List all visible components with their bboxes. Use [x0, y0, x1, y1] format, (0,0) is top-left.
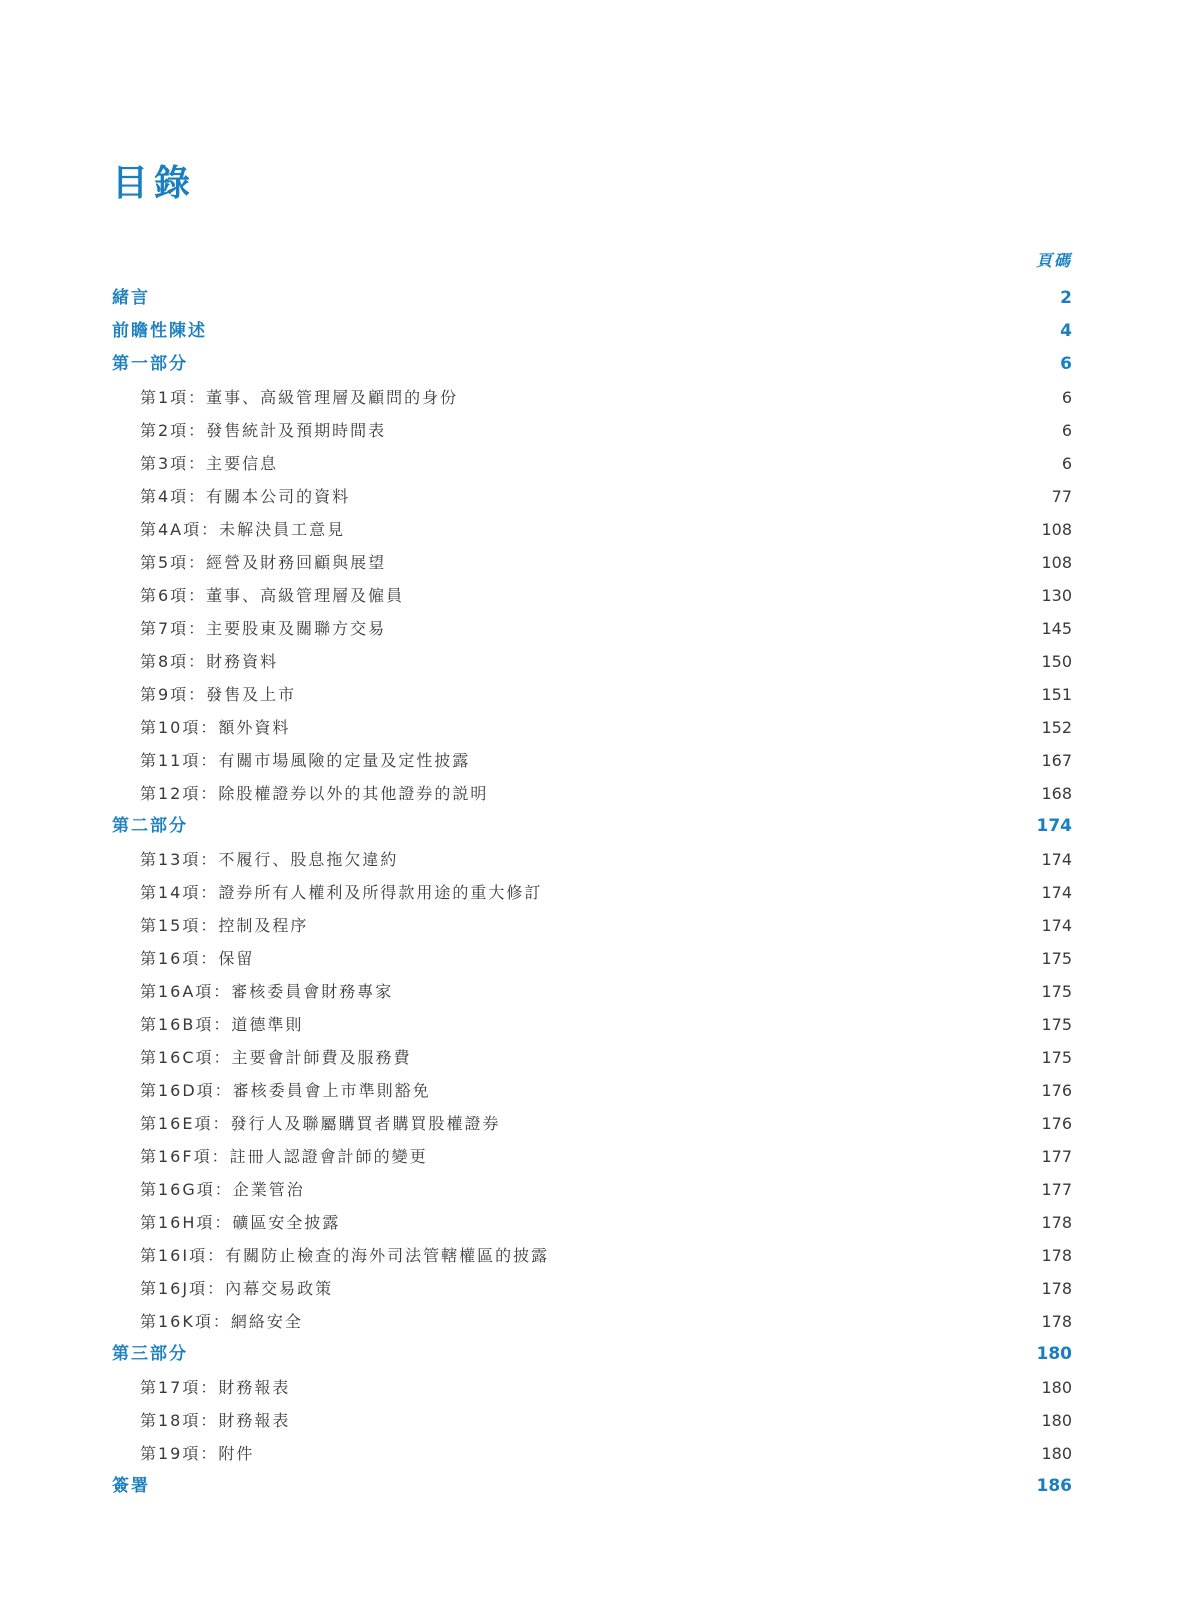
- toc-entry-title: 第一部分: [112, 354, 188, 374]
- toc-entry-page: 175: [1041, 982, 1072, 1001]
- toc-entry-page: 180: [1036, 1344, 1072, 1364]
- toc-entry-page: 77: [1051, 487, 1072, 506]
- toc-entry-title: 第16G項：企業管治: [140, 1180, 305, 1199]
- toc-item[interactable]: [112, 975, 1072, 1008]
- toc-item[interactable]: [112, 480, 1072, 513]
- toc-entry-title: 第16E項：發行人及聯屬購買者購買股權證券: [140, 1114, 501, 1133]
- toc-entry-page: 174: [1041, 850, 1072, 869]
- toc-entry-page: 108: [1041, 520, 1072, 539]
- toc-item[interactable]: [112, 777, 1072, 810]
- toc-item[interactable]: [112, 612, 1072, 645]
- toc-item[interactable]: [112, 678, 1072, 711]
- toc-entry-page: 6: [1060, 354, 1072, 374]
- toc-item[interactable]: [112, 909, 1072, 942]
- toc-entry-page: 168: [1041, 784, 1072, 803]
- toc-entry-title: 緒言: [112, 288, 150, 308]
- toc-item[interactable]: [112, 711, 1072, 744]
- toc-item[interactable]: [112, 744, 1072, 777]
- toc-section[interactable]: [112, 282, 1072, 315]
- toc-section[interactable]: [112, 1470, 1072, 1503]
- toc-entry-page: 174: [1041, 916, 1072, 935]
- toc-entry-title: 第16D項：審核委員會上市準則豁免: [140, 1081, 431, 1100]
- toc-entry-page: 167: [1041, 751, 1072, 770]
- toc-section[interactable]: [112, 1338, 1072, 1371]
- toc-entry-page: 174: [1041, 883, 1072, 902]
- toc-entry-page: 108: [1041, 553, 1072, 572]
- toc-entry-title: 第16F項：註冊人認證會計師的變更: [140, 1147, 428, 1166]
- toc-entry-title: 第18項：財務報表: [140, 1411, 291, 1430]
- toc-section[interactable]: [112, 315, 1072, 348]
- toc-entry-page: 145: [1041, 619, 1072, 638]
- toc-entry-title: 第三部分: [112, 1344, 188, 1364]
- toc-item[interactable]: [112, 414, 1072, 447]
- toc-entry-title: 第5項：經營及財務回顧與展望: [140, 553, 387, 572]
- toc-entry-title: 第16項：保留: [140, 949, 255, 968]
- toc-entry-page: 174: [1036, 816, 1072, 836]
- toc-entry-page: 6: [1061, 421, 1072, 440]
- toc-item[interactable]: [112, 1041, 1072, 1074]
- toc-entry-title: 第12項：除股權證券以外的其他證券的説明: [140, 784, 489, 803]
- toc-entry-title: 第8項：財務資料: [140, 652, 279, 671]
- toc-entry-page: 6: [1061, 388, 1072, 407]
- toc-entry-title: 前瞻性陳述: [112, 321, 207, 341]
- toc-entry-page: 152: [1041, 718, 1072, 737]
- toc-item[interactable]: [112, 942, 1072, 975]
- toc-item[interactable]: [112, 513, 1072, 546]
- toc-entry-title: 第16H項：礦區安全披露: [140, 1213, 341, 1232]
- toc-item[interactable]: [112, 1239, 1072, 1272]
- toc-item[interactable]: [112, 645, 1072, 678]
- toc-entry-title: 第16K項：網絡安全: [140, 1312, 303, 1331]
- toc-item[interactable]: [112, 1437, 1072, 1470]
- toc-entry-title: 第10項：額外資料: [140, 718, 291, 737]
- toc-entry-page: 180: [1041, 1411, 1072, 1430]
- toc-entry-title: 第16A項：審核委員會財務專家: [140, 982, 394, 1001]
- toc-item[interactable]: [112, 1074, 1072, 1107]
- toc-item[interactable]: [112, 546, 1072, 579]
- toc-item[interactable]: [112, 1371, 1072, 1404]
- toc-entry-title: 第17項：財務報表: [140, 1378, 291, 1397]
- toc-entry-page: 180: [1041, 1444, 1072, 1463]
- toc-item[interactable]: [112, 1404, 1072, 1437]
- toc-section[interactable]: [112, 810, 1072, 843]
- toc-entry-title: 第二部分: [112, 816, 188, 836]
- page-number-header: [112, 248, 1072, 276]
- toc-entry-title: 第4A項：未解決員工意見: [140, 520, 346, 539]
- toc-section[interactable]: [112, 348, 1072, 381]
- toc-entry-page: 178: [1041, 1279, 1072, 1298]
- toc-entry-page: 177: [1041, 1180, 1072, 1199]
- toc-entry-page: 151: [1041, 685, 1072, 704]
- toc-entry-title: 第15項：控制及程序: [140, 916, 309, 935]
- toc-entry-page: 177: [1041, 1147, 1072, 1166]
- toc-entry-title: 第1項：董事、高級管理層及顧問的身份: [140, 388, 459, 407]
- toc-entry-title: 第16B項：道德準則: [140, 1015, 304, 1034]
- toc-entry-page: 130: [1041, 586, 1072, 605]
- toc-item[interactable]: [112, 579, 1072, 612]
- toc-entry-page: 175: [1041, 1048, 1072, 1067]
- toc-entry-title: 第4項：有關本公司的資料: [140, 487, 351, 506]
- toc-entry-page: 176: [1041, 1081, 1072, 1100]
- toc-item[interactable]: [112, 1305, 1072, 1338]
- toc-entry-title: 第16I項：有關防止檢查的海外司法管轄權區的披露: [140, 1246, 550, 1265]
- toc-entry-title: 第13項：不履行、股息拖欠違約: [140, 850, 399, 869]
- toc-entry-page: 180: [1041, 1378, 1072, 1397]
- toc-entry-page: 178: [1041, 1312, 1072, 1331]
- toc-entry-title: 第16C項：主要會計師費及服務費: [140, 1048, 412, 1067]
- toc-entry-page: 186: [1036, 1476, 1072, 1496]
- toc-item[interactable]: [112, 1107, 1072, 1140]
- toc-item[interactable]: [112, 1206, 1072, 1239]
- toc-item[interactable]: [112, 876, 1072, 909]
- toc-item[interactable]: [112, 843, 1072, 876]
- toc-item[interactable]: [112, 381, 1072, 414]
- toc-entry-title: 第3項：主要信息: [140, 454, 279, 473]
- toc-item[interactable]: [112, 447, 1072, 480]
- toc-entry-title: 第16J項：內幕交易政策: [140, 1279, 334, 1298]
- toc-entry-title: 第14項：證券所有人權利及所得款用途的重大修訂: [140, 883, 543, 902]
- toc-item[interactable]: [112, 1008, 1072, 1041]
- toc-entry-title: 第9項：發售及上市: [140, 685, 297, 704]
- toc-entry-title: 簽署: [112, 1476, 150, 1496]
- page-title: 目錄: [112, 163, 197, 204]
- toc-entry-page: 178: [1041, 1246, 1072, 1265]
- toc-entry-title: 第7項：主要股東及關聯方交易: [140, 619, 387, 638]
- page-number-label: 頁碼: [1035, 251, 1072, 270]
- toc-entry-page: 6: [1061, 454, 1072, 473]
- toc-entry-page: 2: [1060, 288, 1072, 308]
- toc-entry-page: 150: [1041, 652, 1072, 671]
- table-of-contents: [112, 282, 1072, 1503]
- toc-entry-page: 175: [1041, 949, 1072, 968]
- toc-entry-title: 第6項：董事、高級管理層及僱員: [140, 586, 405, 605]
- toc-entry-page: 176: [1041, 1114, 1072, 1133]
- toc-entry-title: 第11項：有關市場風險的定量及定性披露: [140, 751, 471, 770]
- toc-item[interactable]: [112, 1173, 1072, 1206]
- toc-entry-title: 第2項：發售統計及預期時間表: [140, 421, 387, 440]
- toc-item[interactable]: [112, 1140, 1072, 1173]
- toc-entry-page: 175: [1041, 1015, 1072, 1034]
- toc-entry-page: 178: [1041, 1213, 1072, 1232]
- toc-item[interactable]: [112, 1272, 1072, 1305]
- toc-entry-title: 第19項：附件: [140, 1444, 255, 1463]
- toc-entry-page: 4: [1060, 321, 1072, 341]
